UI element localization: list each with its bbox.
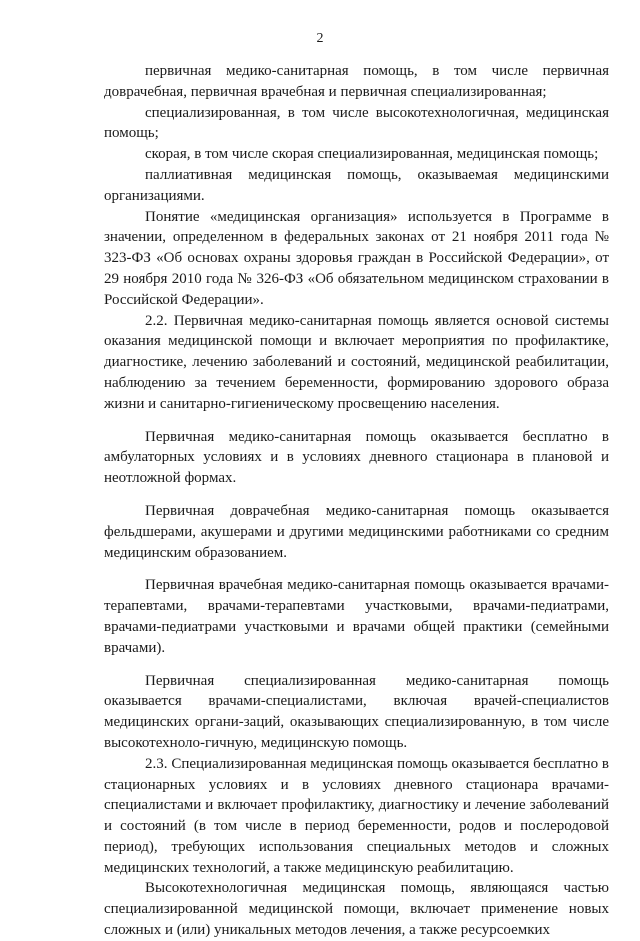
paragraph-primary-care-item: первичная медико-санитарная помощь, в том числе первичная доврачебная, первичная врачебная и первичная специализированная; [104,63,609,100]
paragraph-pre-medical-care: Первичная доврачебная медико-санитарная помощь оказывается фельдшерами, акушерами и другими медицинскими работниками со средним медицинским образованием. [104,502,609,561]
paragraph-section-2-3: 2.3. Специализированная медицинская помощь оказывается бесплатно в стационарных условиях и в условиях дневного стационара врачами-специалистами и включает профилактику, диагностику и лечение заболеваний и состояний (в том числе в период беременности, родов и послеродовой период), требующих использования специальных методов и сложных медицинских технологий, а также медицинскую реабилитацию. [104,755,609,876]
paragraph-medical-organization-definition: Понятие «медицинская организация» используется в Программе в значении, определенном в федеральных законах от 21 ноября 2011 года № 323-ФЗ «Об основах охраны здоровья граждан в Российской Федерации», от 29 ноября 2010 года № 326-ФЗ «Об обязательном медицинском страховании в Российской Федерации». [104,208,609,308]
paragraph-emergency-care-item: скорая, в том числе скорая специализированная, медицинская помощь; [145,146,599,163]
paragraph-palliative-care-item: паллиативная медицинская помощь, оказываемая медицинскими организациями. [104,166,609,204]
paragraph-high-tech-care: Высокотехнологичная медицинская помощь, являющаяся частью специализированной медицинской помощи, включает применение новых сложных и (или) уникальных методов лечения, а также ресурсоемких [104,880,609,939]
paragraph-section-2-2: 2.2. Первичная медико-санитарная помощь является основой системы оказания медицинской помощи и включает мероприятия по профилактике, диагностике, лечению заболеваний и состояний, медицинской реабилитации, наблюдению за течением беременности, формированию здорового образа жизни и санитарно-гигиеническому просвещению населения. [104,312,609,412]
paragraph-specialized-care-item: специализированная, в том числе высокотехнологичная, медицинская помощь; [104,104,609,142]
paragraph-primary-care-free: Первичная медико-санитарная помощь оказывается бесплатно в амбулаторных условиях и в условиях дневного стационара в плановой и неотложной формах. [104,428,609,487]
paragraph-primary-specialized-care: Первичная специализированная медико-санитарная помощь оказывается врачами-специалистами, включая врачей-специалистов медицинских органи-заций, оказывающих специализированную, в том числе высокотехноло-гичную, медицинскую помощь. [104,672,609,751]
document-body [104,61,609,941]
paragraph-primary-physician-care: Первичная врачебная медико-санитарная помощь оказывается врачами-терапевтами, врачами-терапевтами участковыми, врачами-педиатрами, врачами-педиатрами участковыми и врачами общей практики (семейными врачами). [104,577,609,656]
page-number: 2 [316,31,324,46]
